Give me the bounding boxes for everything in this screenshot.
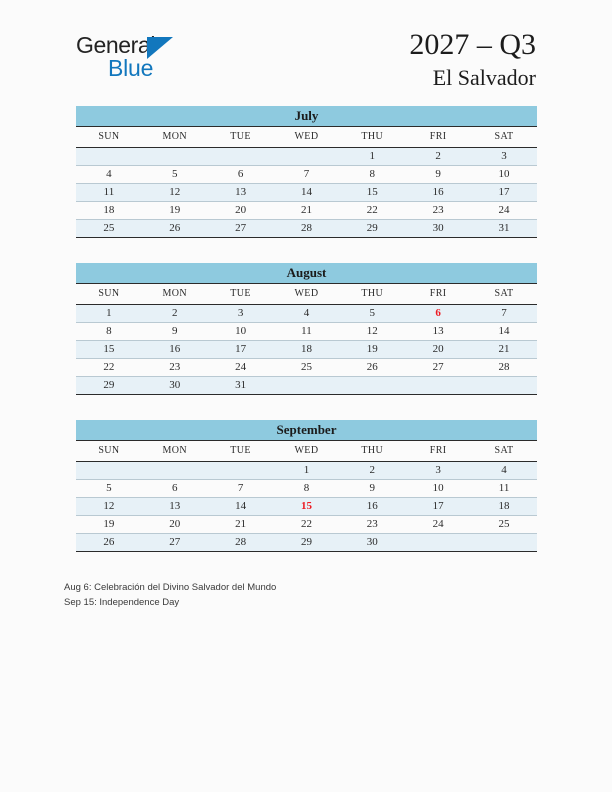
day-cell-empty [274, 148, 340, 166]
week-row [76, 359, 537, 377]
day-cell-july-15[interactable]: 15 [339, 184, 405, 202]
day-cell-july-1[interactable]: 1 [339, 148, 405, 166]
day-cell-august-30[interactable]: 30 [142, 377, 208, 395]
weekday-header-mon: MON [142, 441, 208, 462]
day-cell-august-14[interactable]: 14 [471, 323, 537, 341]
day-cell-september-30[interactable]: 30 [339, 534, 405, 552]
day-cell-august-22[interactable]: 22 [76, 359, 142, 377]
week-row [76, 184, 537, 202]
day-cell-empty [405, 377, 471, 395]
calendar-table-july [76, 106, 537, 238]
month-calendar-september [76, 420, 537, 552]
month-calendar-july [76, 106, 537, 238]
day-cell-august-26[interactable]: 26 [339, 359, 405, 377]
day-cell-august-15[interactable]: 15 [76, 341, 142, 359]
day-cell-august-23[interactable]: 23 [142, 359, 208, 377]
week-row [76, 534, 537, 552]
weekday-header-tue: TUE [208, 127, 274, 148]
day-cell-september-9[interactable]: 9 [339, 480, 405, 498]
holiday-note-line: Aug 6: Celebración del Divino Salvador del Mundo [64, 582, 277, 593]
day-cell-august-11[interactable]: 11 [274, 323, 340, 341]
weekday-header-sun: SUN [76, 284, 142, 305]
weekday-header-sat: SAT [471, 127, 537, 148]
day-cell-july-26[interactable]: 26 [142, 220, 208, 238]
week-row [76, 202, 537, 220]
day-cell-august-8[interactable]: 8 [76, 323, 142, 341]
week-row [76, 220, 537, 238]
page-header [0, 0, 612, 100]
holiday-note-line: Sep 15: Independence Day [64, 597, 180, 608]
day-cell-september-10[interactable]: 10 [405, 480, 471, 498]
calendar-table-september [76, 420, 537, 552]
day-cell-august-2[interactable]: 2 [142, 305, 208, 323]
day-cell-august-7[interactable]: 7 [471, 305, 537, 323]
day-cell-september-29[interactable]: 29 [274, 534, 340, 552]
day-cell-september-1[interactable]: 1 [274, 462, 340, 480]
weekday-header-thu: THU [339, 127, 405, 148]
week-row [76, 305, 537, 323]
week-row [76, 498, 537, 516]
week-row [76, 480, 537, 498]
logo-word-general: General [76, 32, 156, 58]
day-cell-august-21[interactable]: 21 [471, 341, 537, 359]
weekday-header-fri: FRI [405, 127, 471, 148]
day-cell-august-24[interactable]: 24 [208, 359, 274, 377]
day-cell-july-31[interactable]: 31 [471, 220, 537, 238]
day-cell-july-17[interactable]: 17 [471, 184, 537, 202]
day-cell-july-13[interactable]: 13 [208, 184, 274, 202]
day-cell-july-24[interactable]: 24 [471, 202, 537, 220]
day-cell-july-30[interactable]: 30 [405, 220, 471, 238]
weekday-header-fri: FRI [405, 284, 471, 305]
day-cell-july-22[interactable]: 22 [339, 202, 405, 220]
weekday-header-sun: SUN [76, 127, 142, 148]
week-row [76, 148, 537, 166]
month-name-august: August [76, 263, 537, 284]
day-cell-july-20[interactable]: 20 [208, 202, 274, 220]
day-cell-august-19[interactable]: 19 [339, 341, 405, 359]
month-name-july: July [76, 106, 537, 127]
weekday-header-fri: FRI [405, 441, 471, 462]
day-cell-september-26[interactable]: 26 [76, 534, 142, 552]
day-cell-empty [76, 462, 142, 480]
month-banner-row [76, 420, 537, 441]
day-cell-empty [471, 377, 537, 395]
day-cell-july-8[interactable]: 8 [339, 166, 405, 184]
day-cell-july-28[interactable]: 28 [274, 220, 340, 238]
day-cell-august-3[interactable]: 3 [208, 305, 274, 323]
day-cell-september-24[interactable]: 24 [405, 516, 471, 534]
day-cell-september-3[interactable]: 3 [405, 462, 471, 480]
holiday-notes [64, 580, 524, 610]
day-cell-september-12[interactable]: 12 [76, 498, 142, 516]
day-cell-august-1[interactable]: 1 [76, 305, 142, 323]
weekday-header-mon: MON [142, 127, 208, 148]
weekday-header-wed: WED [274, 284, 340, 305]
day-cell-july-14[interactable]: 14 [274, 184, 340, 202]
logo-word-blue: Blue [108, 55, 154, 81]
day-cell-september-23[interactable]: 23 [339, 516, 405, 534]
day-cell-july-25[interactable]: 25 [76, 220, 142, 238]
day-cell-empty [274, 377, 340, 395]
day-cell-august-20[interactable]: 20 [405, 341, 471, 359]
day-cell-july-18[interactable]: 18 [76, 202, 142, 220]
day-cell-empty [339, 377, 405, 395]
day-cell-empty [142, 462, 208, 480]
day-cell-september-2[interactable]: 2 [339, 462, 405, 480]
day-cell-august-13[interactable]: 13 [405, 323, 471, 341]
day-cell-july-27[interactable]: 27 [208, 220, 274, 238]
day-cell-september-17[interactable]: 17 [405, 498, 471, 516]
day-cell-september-4[interactable]: 4 [471, 462, 537, 480]
day-cell-september-16[interactable]: 16 [339, 498, 405, 516]
day-cell-september-22[interactable]: 22 [274, 516, 340, 534]
day-cell-september-6[interactable]: 6 [142, 480, 208, 498]
day-cell-august-10[interactable]: 10 [208, 323, 274, 341]
day-cell-august-17[interactable]: 17 [208, 341, 274, 359]
weekday-header-tue: TUE [208, 441, 274, 462]
day-cell-empty [76, 148, 142, 166]
day-cell-august-16[interactable]: 16 [142, 341, 208, 359]
weekday-header-row [76, 441, 537, 462]
day-cell-july-6[interactable]: 6 [208, 166, 274, 184]
day-cell-august-18[interactable]: 18 [274, 341, 340, 359]
day-cell-august-12[interactable]: 12 [339, 323, 405, 341]
page-title: 2027 – Q3 [409, 28, 536, 61]
calendar-table-august [76, 263, 537, 395]
day-cell-september-19[interactable]: 19 [76, 516, 142, 534]
weekday-header-thu: THU [339, 441, 405, 462]
day-cell-empty [405, 534, 471, 552]
day-cell-empty [142, 148, 208, 166]
weekday-header-thu: THU [339, 284, 405, 305]
day-cell-july-5[interactable]: 5 [142, 166, 208, 184]
weekday-header-sun: SUN [76, 441, 142, 462]
month-banner-row [76, 106, 537, 127]
weekday-header-sat: SAT [471, 441, 537, 462]
month-name-september: September [76, 420, 537, 441]
weekday-header-wed: WED [274, 441, 340, 462]
day-cell-july-19[interactable]: 19 [142, 202, 208, 220]
day-cell-july-7[interactable]: 7 [274, 166, 340, 184]
week-row [76, 377, 537, 395]
day-cell-august-9[interactable]: 9 [142, 323, 208, 341]
weekday-header-row [76, 284, 537, 305]
day-cell-july-11[interactable]: 11 [76, 184, 142, 202]
day-cell-empty [471, 534, 537, 552]
day-cell-september-14[interactable]: 14 [208, 498, 274, 516]
day-cell-july-29[interactable]: 29 [339, 220, 405, 238]
day-cell-september-5[interactable]: 5 [76, 480, 142, 498]
day-cell-july-16[interactable]: 16 [405, 184, 471, 202]
title-block [409, 28, 536, 92]
day-cell-july-2[interactable]: 2 [405, 148, 471, 166]
day-cell-empty [208, 148, 274, 166]
week-row [76, 341, 537, 359]
week-row [76, 516, 537, 534]
day-cell-july-21[interactable]: 21 [274, 202, 340, 220]
weekday-header-wed: WED [274, 127, 340, 148]
weekday-header-tue: TUE [208, 284, 274, 305]
page-subtitle: El Salvador [432, 65, 536, 90]
day-cell-august-4[interactable]: 4 [274, 305, 340, 323]
day-cell-july-9[interactable]: 9 [405, 166, 471, 184]
day-cell-september-11[interactable]: 11 [471, 480, 537, 498]
weekday-header-row [76, 127, 537, 148]
day-cell-september-27[interactable]: 27 [142, 534, 208, 552]
day-cell-august-27[interactable]: 27 [405, 359, 471, 377]
month-banner-row [76, 263, 537, 284]
day-cell-september-13[interactable]: 13 [142, 498, 208, 516]
weekday-header-sat: SAT [471, 284, 537, 305]
day-cell-july-10[interactable]: 10 [471, 166, 537, 184]
day-cell-august-5[interactable]: 5 [339, 305, 405, 323]
week-row [76, 323, 537, 341]
month-calendar-august [76, 263, 537, 395]
day-cell-september-20[interactable]: 20 [142, 516, 208, 534]
week-row [76, 462, 537, 480]
day-cell-september-8[interactable]: 8 [274, 480, 340, 498]
week-row [76, 166, 537, 184]
day-cell-september-21[interactable]: 21 [208, 516, 274, 534]
day-cell-july-3[interactable]: 3 [471, 148, 537, 166]
day-cell-august-28[interactable]: 28 [471, 359, 537, 377]
day-cell-july-23[interactable]: 23 [405, 202, 471, 220]
day-cell-holiday-september-15[interactable]: 15 [274, 498, 340, 516]
day-cell-empty [208, 462, 274, 480]
day-cell-september-7[interactable]: 7 [208, 480, 274, 498]
day-cell-september-28[interactable]: 28 [208, 534, 274, 552]
day-cell-august-29[interactable]: 29 [76, 377, 142, 395]
day-cell-august-31[interactable]: 31 [208, 377, 274, 395]
day-cell-holiday-august-6[interactable]: 6 [405, 305, 471, 323]
day-cell-july-12[interactable]: 12 [142, 184, 208, 202]
day-cell-september-18[interactable]: 18 [471, 498, 537, 516]
weekday-header-mon: MON [142, 284, 208, 305]
day-cell-august-25[interactable]: 25 [274, 359, 340, 377]
general-blue-logo[interactable] [76, 33, 236, 85]
day-cell-september-25[interactable]: 25 [471, 516, 537, 534]
day-cell-july-4[interactable]: 4 [76, 166, 142, 184]
